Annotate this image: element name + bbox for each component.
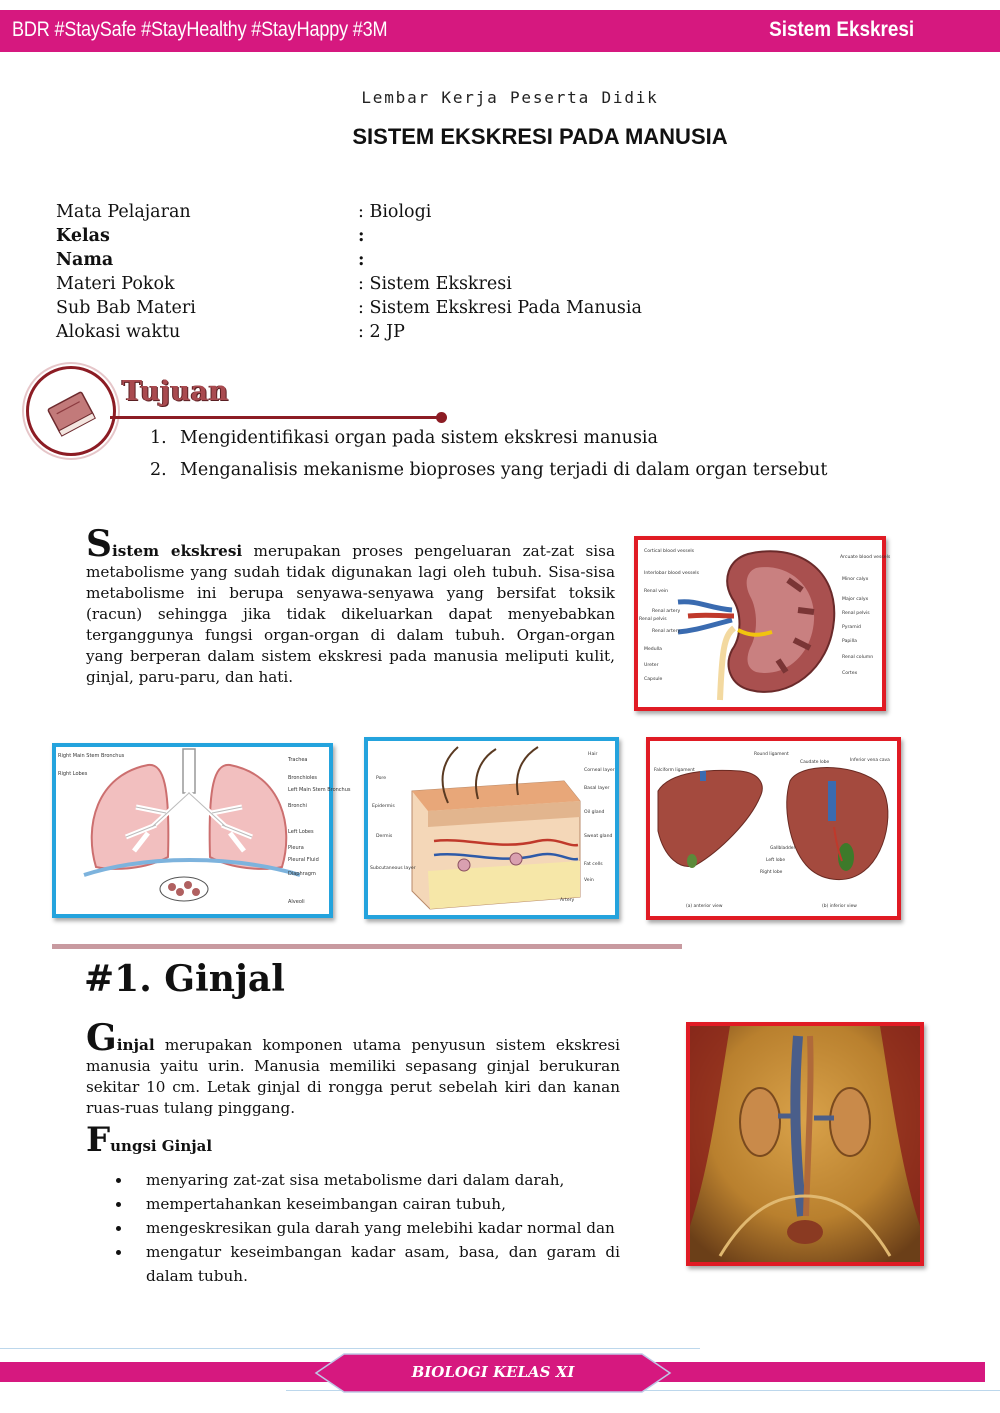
book-icon <box>29 369 113 453</box>
worksheet-subtitle: Lembar Kerja Peserta Didik <box>361 88 659 107</box>
goal-item <box>150 426 658 450</box>
goal-number: 1. <box>150 428 167 448</box>
dropcap: G <box>86 1017 117 1059</box>
kidney-label: Major calyx <box>842 597 869 602</box>
info-subject <box>56 200 676 224</box>
header-topic: Sistem Ekskresi <box>769 18 914 41</box>
liver-label: (b) inferior view <box>822 904 857 909</box>
lung-label: Diaphragm <box>288 871 316 877</box>
skin-label: Sweat gland <box>584 834 613 839</box>
info-value: : Sistem Ekskresi <box>358 274 512 294</box>
goal-number: 2. <box>150 460 167 480</box>
lung-label: Left Main Stem Bronchus <box>288 787 351 793</box>
tujuan-underline <box>110 416 440 419</box>
skin-label: Oil gland <box>584 810 605 815</box>
info-subtopic <box>56 296 676 320</box>
ginjal-lead: injal <box>116 1036 155 1054</box>
skin-label: Dermis <box>376 834 393 839</box>
kidney-label: Cortex <box>842 671 858 676</box>
liver-label: Left lobe <box>766 858 786 863</box>
liver-label: Inferior vena cava <box>850 758 890 763</box>
skin-label: Hair <box>588 752 598 757</box>
liver-label: Right lobe <box>760 870 783 875</box>
fungsi-heading-text: ungsi Ginjal <box>110 1137 213 1155</box>
dropcap: F <box>86 1120 111 1160</box>
info-time <box>56 320 676 344</box>
kidney-label: Renal artery <box>652 609 681 614</box>
fungsi-list <box>118 1168 620 1288</box>
skin-label: Epidermis <box>372 804 395 809</box>
goal-item <box>150 458 827 482</box>
kidney-label: Renal artery <box>652 629 681 634</box>
kidney-label: Capsule <box>644 677 663 682</box>
lung-label: Right Main Stem Bronchus <box>58 753 125 759</box>
info-value: : <box>358 250 365 270</box>
lung-label: Pleural Fluid <box>288 857 319 863</box>
dropcap: S <box>86 523 112 565</box>
skin-label: Basal layer <box>584 786 610 791</box>
lung-label: Right Lobes <box>58 771 88 777</box>
footer-rule-top <box>0 1348 700 1349</box>
kidney-label: Renal pelvis <box>842 611 870 616</box>
skin-label: Vein <box>584 878 594 883</box>
list-item: • mengatur keseimbangan kadar asam, basa, dan garam di dalam tubuh. <box>132 1240 620 1288</box>
section-heading: #1. Ginjal <box>84 958 285 1000</box>
info-label: Nama <box>56 250 114 270</box>
info-value: : 2 JP <box>358 322 405 342</box>
fungsi-heading <box>86 1120 213 1160</box>
tujuan-heading: Tujuan <box>122 376 229 407</box>
skin-label: Artery <box>560 898 575 903</box>
info-label: Mata Pelajaran <box>56 202 191 222</box>
ginjal-paragraph <box>86 1017 620 1119</box>
liver-label: Caudate lobe <box>800 760 830 765</box>
kidney-label: Papilla <box>842 639 857 644</box>
intro-lead: istem ekskresi <box>112 542 243 560</box>
info-value: : <box>358 226 365 246</box>
info-label: Kelas <box>56 226 110 246</box>
skin-label: Pore <box>376 776 387 781</box>
goal-text: Menganalisis mekanisme bioproses yang terjadi di dalam organ tersebut <box>180 460 828 480</box>
lung-label: Bronchi <box>288 803 307 809</box>
footer-label: BIOLOGI KELAS XI <box>411 1363 575 1381</box>
goal-text: Mengidentifikasi organ pada sistem ekskresi manusia <box>180 428 658 448</box>
info-topic <box>56 272 676 296</box>
kidney-label: Renal column <box>842 655 874 660</box>
kidney-anatomy-photo <box>686 1022 924 1266</box>
skin-diagram <box>364 737 619 919</box>
liver-label: Round ligament <box>754 752 789 757</box>
lung-label: Alveoli <box>288 899 305 905</box>
kidney-diagram <box>634 536 891 711</box>
skin-label: Subcutaneous layer <box>370 866 416 871</box>
section-divider <box>52 944 682 949</box>
header-hashtags: BDR #StaySafe #StayHealthy #StayHappy #3M <box>12 18 388 41</box>
skin-label: Fat cells <box>584 862 603 867</box>
kidney-label: Arcuate blood vessels <box>840 555 891 560</box>
lung-label: Left Lobes <box>288 829 314 835</box>
kidney-label: Medulla <box>644 647 662 652</box>
skin-label: Corneal layer <box>584 768 615 773</box>
info-value: : Sistem Ekskresi Pada Manusia <box>358 298 642 318</box>
info-label: Sub Bab Materi <box>56 298 196 318</box>
info-class <box>56 224 676 248</box>
kidney-label: Minor calyx <box>842 577 869 582</box>
intro-paragraph <box>86 523 615 688</box>
list-item: • mempertahankan keseimbangan cairan tubuh, <box>132 1192 620 1216</box>
kidney-label: Renal vein <box>644 589 669 594</box>
kidney-label: Interlobar blood vessels <box>644 571 699 576</box>
kidney-label: Ureter <box>644 663 659 668</box>
lung-label: Trachea <box>288 757 308 763</box>
info-label: Materi Pokok <box>56 274 175 294</box>
liver-label: Falciform ligament <box>654 768 695 773</box>
list-item: • menyaring zat-zat sisa metabolisme dari dalam darah, <box>132 1168 620 1192</box>
liver-diagram <box>646 737 901 920</box>
tujuan-badge <box>26 366 116 456</box>
lung-label: Pleura <box>288 845 304 851</box>
info-label: Alokasi waktu <box>56 322 181 342</box>
liver-label: Gallbladder <box>770 846 796 851</box>
tujuan-line-dot <box>436 412 447 423</box>
info-name <box>56 248 676 272</box>
list-item: • mengeskresikan gula darah yang melebihi kadar normal dan <box>132 1216 620 1240</box>
lung-diagram <box>52 743 351 918</box>
kidney-label: Renal pelvis <box>639 617 667 622</box>
ginjal-body: merupakan komponen utama penyusun sistem ekskresi manusia yaitu urin. Manusia memiliki sepasang ginjal berukuran sekitar 10 cm. Letak ginjal di rongga perut sebelah kiri dan kanan ruas-ruas tulang pinggang. <box>86 1036 620 1117</box>
kidney-label: Cortical blood vessels <box>644 549 695 554</box>
info-value: : Biologi <box>358 202 432 222</box>
page-title: SISTEM EKSKRESI PADA MANUSIA <box>352 124 728 149</box>
intro-body: merupakan proses pengeluaran zat-zat sisa metabolisme yang sudah tidak digunakan lagi oleh tubuh. Sisa-sisa metabolisme ini berupa senyawa-senyawa yang bersifat toksik (racun) sehingga jika tidak dikeluarkan dapat menyebabkan terganggunya fungsi organ-organ di dalam tubuh. Organ-organ yang berperan dalam sistem ekskresi pada manusia meliputi kulit, ginjal, paru-paru, dan hati. <box>86 542 615 686</box>
lung-label: Bronchioles <box>288 775 318 781</box>
kidney-label: Pyramid <box>842 625 861 630</box>
liver-label: (a) anterior view <box>686 904 723 909</box>
